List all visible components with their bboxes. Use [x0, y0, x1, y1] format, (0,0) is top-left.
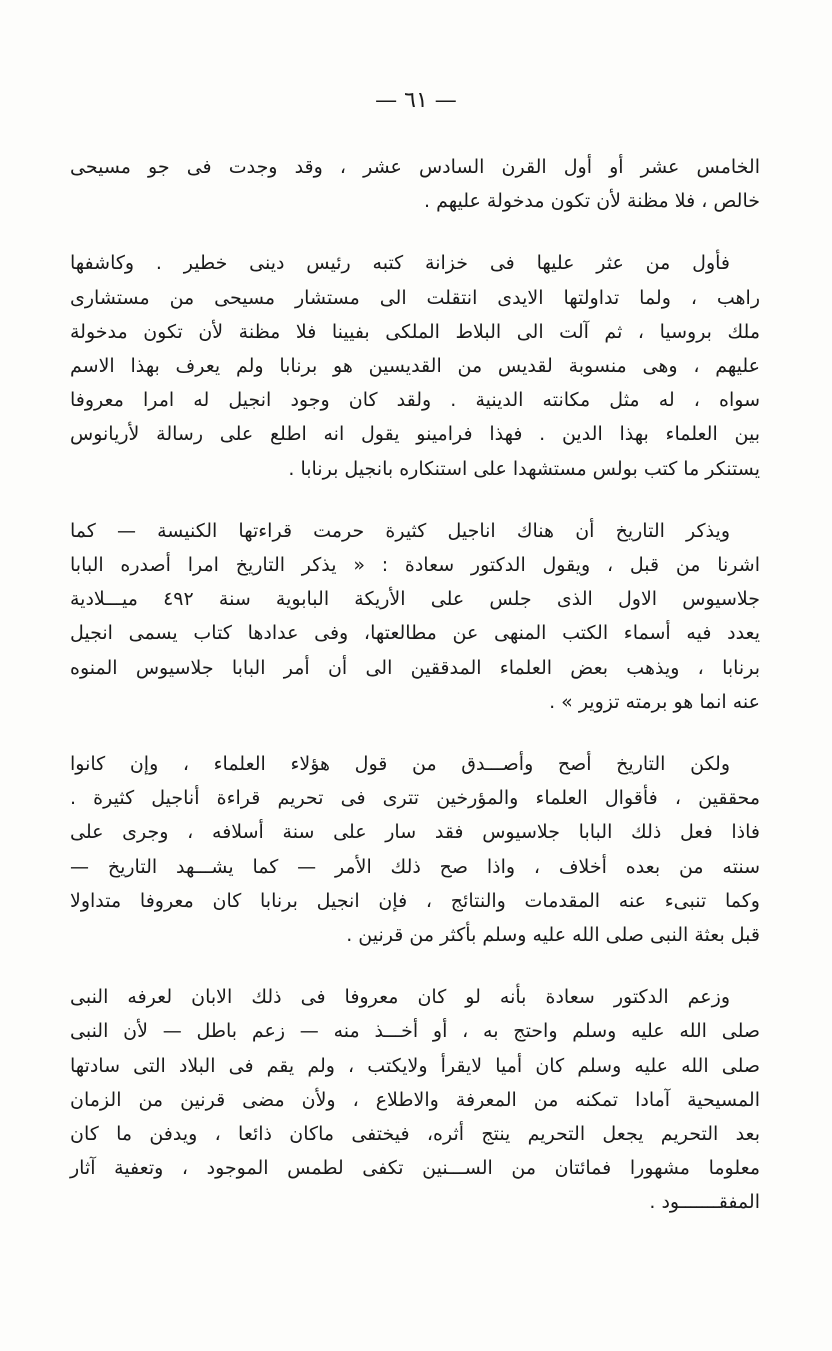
text-line: سنته من بعده أخلاف ، واذا صح ذلك الأمر — كما يشـــهد التاريخ — — [70, 855, 760, 878]
text-line: يعدد فيه أسماء الكتب المنهى عن مطالعتها، وفى عدادها كتاب يسمى انجيل — [70, 622, 760, 645]
text-line: محققين ، فأقوال العلماء والمؤرخين تترى فى تحريم قراءة أناجيل كثيرة . — [70, 787, 760, 810]
text-line: راهب ، ولما تداولتها الايدى انتقلت الى مستشار مسيحى من مستشارى — [70, 286, 760, 309]
text-line: برنابا ، ويذهب بعض العلماء المدققين الى أن أمر البابا جلاسيوس المنوه — [70, 656, 760, 679]
text-line: بين العلماء بهذا الدين . فهذا فرامينو يقول انه اطلع على رسالة لأريانوس — [70, 423, 760, 446]
text-line: صلى الله عليه وسلم كان أميا لايقرأ ولايكتب ، ولم يقم فى البلاد التى سادتها — [70, 1054, 760, 1077]
text-line: الخامس عشر أو أول القرن السادس عشر ، وقد وجدت فى جو مسيحى — [70, 156, 760, 178]
text-line: فاذا فعل ذلك البابا جلاسيوس فقد سار على سنة أسلافه ، وجرى على — [70, 821, 760, 844]
body-text — [70, 150, 760, 1220]
paragraph-2 — [70, 246, 760, 485]
paragraph-3 — [70, 514, 760, 719]
text-line: معلوما مشهورا فمائتان من الســـنين تكفى لطمس الموجود ، وتعفية آثار — [70, 1157, 760, 1180]
text-line: وزعم الدكتور سعادة بأنه لو كان معروفا فى ذلك الابان لعرفه النبى — [70, 986, 730, 1009]
text-line: عنه انما هو برمته تزوير » . — [549, 690, 760, 713]
text-line: ولكن التاريخ أصح وأصـــدق من قول هؤلاء العلماء ، وإن كانوا — [70, 753, 730, 776]
text-line: فأول من عثر عليها فى خزانة كتبه رئيس دينى خطير . وكاشفها — [70, 252, 730, 275]
page-number: — ٦١ — — [375, 88, 457, 113]
text-line: المفقـــــــود . — [649, 1191, 760, 1214]
text-line: قبل بعثة النبى صلى الله عليه وسلم بأكثر من قرنين . — [346, 924, 760, 947]
text-line: اشرنا من قبل ، ويقول الدكتور سعادة : « يذكر التاريخ امرا أصدره البابا — [70, 554, 760, 577]
text-line: سواه ، له مثل مكانته الدينية . ولقد كان وجود انجيل له امرا معروفا — [70, 389, 760, 412]
text-line: صلى الله عليه وسلم واحتج به ، أو أخـــذ منه — زعم باطل — لأن النبى — [70, 1020, 760, 1043]
text-line: ويذكر التاريخ أن هناك اناجيل كثيرة حرمت قراءتها الكنيسة — كما — [70, 519, 730, 542]
text-line: بعد التحريم يجعل التحريم ينتج أثره، فيختفى ماكان ذائعا ، ويدفن ما كان — [70, 1123, 760, 1146]
paragraph-5 — [70, 980, 760, 1219]
text-line: جلاسيوس الاول الذى جلس على الأريكة البابوية سنة ٤٩٢ ميـــلادية — [70, 588, 760, 611]
text-line: خالص ، فلا مظنة لأن تكون مدخولة عليهم . — [424, 190, 760, 213]
text-line: عليهم ، وهى منسوبة لقديس من القديسين هو برنابا ولم يعرف بهذا الاسم — [70, 355, 760, 378]
text-line: المسيحية آمادا تمكنه من المعرفة والاطلاع ، ولأن مضى قرنين من الزمان — [70, 1088, 760, 1111]
text-line: وكما تنبىء عنه المقدمات والنتائج ، فإن انجيل برنابا كان معروفا متداولا — [70, 889, 760, 912]
text-line: يستنكر ما كتب بولس مستشهدا على استنكاره بانجيل برنابا . — [288, 457, 760, 480]
paragraph-4 — [70, 747, 760, 952]
paragraph-1 — [70, 150, 760, 218]
text-line: ملك بروسيا ، ثم آلت الى البلاط الملكى بفيينا فلا مظنة لأن تكون مدخولة — [70, 320, 760, 343]
